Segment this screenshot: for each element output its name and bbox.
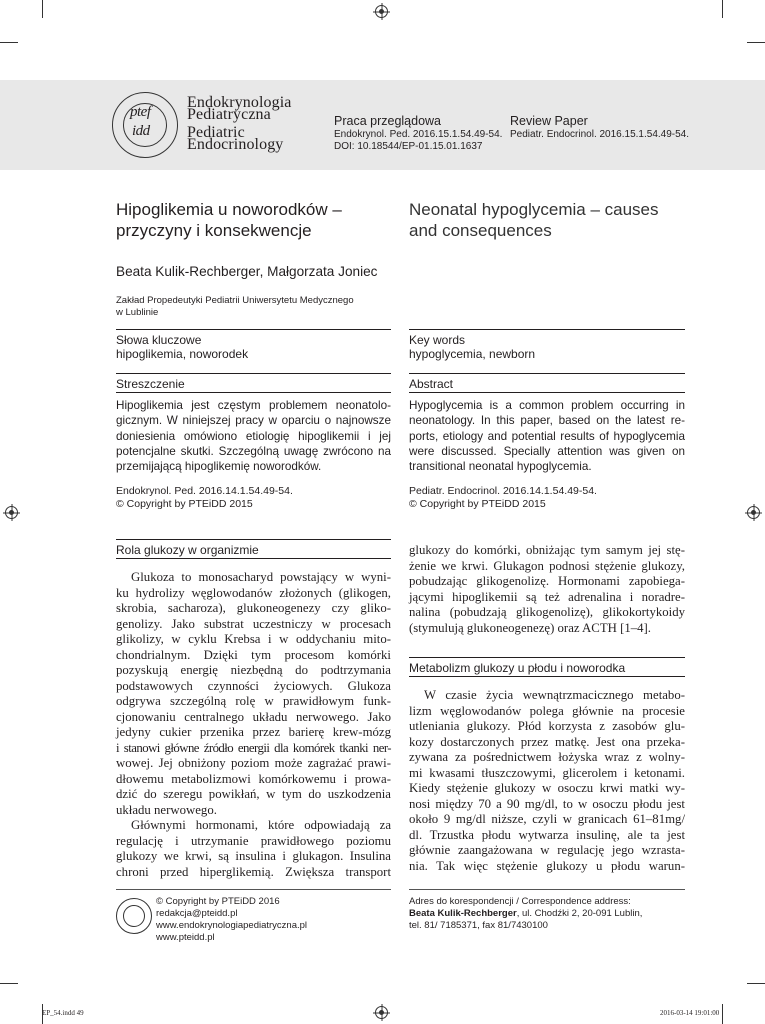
citation-header-pl: Endokrynol. Ped. 2016.15.1.54.49-54. — [334, 129, 503, 140]
body-line: Głównymi hormonami, które odpowiadają za — [131, 818, 391, 832]
footer-email[interactable]: redakcja@pteidd.pl — [156, 908, 238, 919]
body-line: Kiedy stężenie glukozy w osoczu krwi matki wy- — [409, 781, 685, 795]
slug-file: EP_54.indd 49 — [42, 1009, 84, 1017]
affiliation-line-2: w Lublinie — [116, 307, 159, 318]
registration-mark-icon — [375, 1006, 388, 1019]
body-line: glukozy do komórki, obniżając tym samym jej stę- — [409, 543, 685, 557]
body-line: i stanowi główne źródło energii dla komórek tkanki ner- — [116, 740, 391, 755]
section-2-body — [409, 688, 685, 874]
body-line: podstawowych czynności życiowych. Glukoza — [116, 678, 391, 693]
correspondence-address — [409, 908, 642, 920]
trim-mark — [0, 42, 18, 43]
abstract-label-en: Abstract — [409, 377, 454, 391]
abstract-line: potencjalne skutki. Szczególną uwagę zwrócono na — [116, 444, 391, 458]
rule — [116, 558, 391, 559]
correspondence-street: , ul. Chodźki 2, 20-091 Lublin, — [516, 908, 643, 919]
section-heading-2: Metabolizm glukozy u płodu i noworodka — [409, 661, 626, 675]
journal-name-pl-1: Endokrynologia — [187, 94, 292, 111]
body-line: ku hydrolizy węglowodanów złożonych (glikogen, — [116, 585, 391, 600]
section-1-body — [116, 570, 391, 880]
body-line: jedyny cukier przenika przez barierę krew-mózg — [116, 725, 391, 739]
body-line: wowej. Jej obniżony poziom może zagrażać prawi- — [116, 756, 391, 770]
body-line: głównie zaangażowana w regulację jego wzrasta- — [409, 843, 685, 857]
rule — [116, 329, 391, 330]
correspondence-name: Beata Kulik-Rechberger — [409, 908, 517, 919]
trim-mark — [0, 983, 18, 984]
body-line: dzić do szeregu powikłań, w tym do uszkodzenia — [116, 787, 391, 801]
col2-continuation — [409, 543, 685, 636]
paper-type-en: Review Paper — [510, 114, 588, 128]
footer-copyright: © Copyright by PTEiDD 2016 — [156, 896, 280, 907]
correspondence-phone: tel. 81/ 7185371, fax 81/7430100 — [409, 920, 548, 931]
rule — [409, 676, 685, 677]
body-line: glukozy we krwi, są insulina i glukagon. Insulina — [116, 849, 391, 863]
body-line: nalina (pobudzają glikogenolizę), glikokortykoidy — [409, 605, 685, 619]
abstract-line: gicznym. W niniejszej pracy w oparciu o najnowsze — [116, 414, 391, 428]
title-pl-line-1: Hipoglikemia u noworodków – — [116, 200, 342, 219]
body-line: około 9 mg/dl niższe, czyli w granicach 61–81mg/ — [409, 812, 685, 826]
body-line: genolizy. Jako substrat uczestniczy w procesach — [116, 616, 391, 631]
body-line: utleniania glukozy. Płód korzysta z zasobów glu- — [409, 719, 685, 733]
copyright-pl: © Copyright by PTEiDD 2015 — [116, 498, 253, 510]
body-line: nia. Tak więc stężenie glukozy u płodu warun- — [409, 858, 685, 873]
body-line: chroni przed hiperglikemią. Zwiększa transport — [116, 864, 391, 879]
body-line: Glukoza to monosacharyd powstający w wyni- — [131, 570, 391, 584]
copyright-en: © Copyright by PTEiDD 2015 — [409, 498, 546, 510]
abstract-en-text — [409, 398, 685, 474]
footer-web-link-1[interactable]: www.endokrynologiapediatryczna.pl — [156, 920, 308, 931]
footer-web-link-2[interactable]: www.pteidd.pl — [156, 932, 215, 943]
body-line: glikolizy, w cyklu Krebsa i w oddychaniu mito- — [116, 632, 391, 646]
logo-text-top: ptef — [130, 104, 151, 120]
abstract-line: transitional neonatal hypoglycemia. — [409, 460, 592, 474]
body-line: pozyskują energię niezbędną do podtrzymania — [116, 663, 391, 677]
abstract-line: neonatology. In this paper, based on the latest re- — [409, 414, 685, 428]
body-line: lizm węglowodanów polega głównie na procesie — [409, 703, 685, 718]
trim-mark — [722, 1004, 723, 1024]
abstract-label-pl: Streszczenie — [116, 377, 185, 391]
abstract-line: ports, etiology and potential results of hypoglycemia — [409, 429, 685, 443]
rule — [116, 392, 391, 393]
doi: DOI: 10.18544/EP-01.15.01.1637 — [334, 141, 483, 152]
abstract-line: Hipoglikemia jest częstym problemem neonatolo- — [116, 399, 391, 412]
affiliation-line-1: Zakład Propedeutyki Pediatrii Uniwersytetu Medycznego — [116, 295, 354, 306]
keywords-label-en: Key words — [409, 333, 466, 347]
rule — [116, 539, 391, 540]
body-line: W czasie życia wewnątrzmacicznego metabo- — [424, 688, 685, 702]
registration-mark-icon — [747, 506, 760, 519]
body-line: odgrywa szczególną rolę w prawidłowym funk- — [116, 694, 391, 708]
body-line: jącymi hipoglikemii są też adrenalina i noradre- — [409, 589, 685, 604]
keywords-value-pl: hipoglikemia, noworodek — [116, 347, 249, 361]
logo-text-bottom: idd — [132, 123, 150, 139]
abstract-pl-text — [116, 398, 391, 474]
rule — [409, 373, 685, 374]
rule — [409, 657, 685, 658]
slug-date: 2016-03-14 19:01:00 — [660, 1009, 720, 1017]
body-line: kozy dostarczonych przez matkę. Jest ona przeka- — [409, 734, 685, 749]
journal-name-pl-2: Pediatryczna — [187, 106, 271, 123]
keywords-label-pl: Słowa kluczowe — [116, 333, 202, 347]
title-en-line-2: and consequences — [409, 221, 552, 240]
body-line: dl. Trzustka płodu wytwarza insulinę, ale ta jest — [409, 827, 685, 842]
footer-logo-inner — [123, 905, 145, 927]
abstract-line: were discussed. Specially attention was given on — [409, 444, 685, 458]
body-line: skrobia, sacharoza), glukoneogenezy czy gliko- — [116, 601, 391, 615]
rule — [409, 329, 685, 330]
rule — [409, 392, 685, 393]
body-line: żenie we krwi. Glukagon podnosi stężenie glukozy, — [409, 558, 685, 573]
paper-type-pl: Praca przeglądowa — [334, 114, 442, 128]
body-line: regulację i utrzymanie prawidłowego poziomu — [116, 833, 391, 848]
rule — [116, 373, 391, 374]
registration-mark-icon — [5, 506, 18, 519]
trim-mark — [747, 42, 765, 43]
registration-mark-icon — [375, 5, 388, 18]
rule — [409, 889, 685, 890]
trim-mark — [42, 0, 43, 18]
abstract-line: doniesienia omówiono etiologię hipoglikemii i jej — [116, 429, 391, 443]
body-line: układu nerwowego. — [116, 802, 217, 817]
abstract-line: Hypoglycemia is a common problem occurring in — [409, 399, 685, 412]
body-line: pobudzając glikogenolizę. Hormonami zapobiega- — [409, 574, 685, 588]
journal-name-en-2: Endocrinology — [187, 136, 284, 153]
citation-pl: Endokrynol. Ped. 2016.14.1.54.49-54. — [116, 485, 293, 497]
section-heading-1: Rola glukozy w organizmie — [116, 543, 259, 557]
body-line: dłowemu metabolizmowi komórkowemu i prowa- — [116, 771, 391, 786]
rule — [116, 889, 391, 890]
trim-mark — [747, 983, 765, 984]
journal-name-en-1: Pediatric — [187, 124, 245, 141]
keywords-value-en: hypoglycemia, newborn — [409, 347, 536, 361]
title-pl-line-2: przyczyny i konsekwencje — [116, 221, 312, 240]
body-line: nosi między 70 a 90 mg/dl, to w osoczu płodu jest — [409, 796, 685, 811]
trim-mark — [722, 0, 723, 18]
body-line: chondrialnym. Dzięki tym procesom komórki — [116, 647, 391, 662]
body-line: cjonowaniu centralnego układu nerwowego. Jako — [116, 709, 391, 724]
correspondence-label: Adres do korespondencji / Correspondence address: — [409, 896, 631, 907]
body-line: mi kwasami tłuszczowymi, glicerolem i ketonami. — [409, 765, 685, 780]
body-line: (stymulują glukoneogenezę) oraz ACTH [1–4]. — [409, 620, 652, 635]
citation-en: Pediatr. Endocrinol. 2016.14.1.54.49-54. — [409, 485, 597, 497]
citation-header-en: Pediatr. Endocrinol. 2016.15.1.54.49-54. — [510, 129, 690, 140]
authors: Beata Kulik-Rechberger, Małgorzata Joniec — [116, 264, 378, 279]
title-en-line-1: Neonatal hypoglycemia – causes — [409, 200, 659, 219]
body-line: zywana za pośrednictwem łożyska wraz z wolny- — [409, 750, 685, 764]
abstract-line: przemijającą hipoglikemię noworodków. — [116, 460, 322, 474]
